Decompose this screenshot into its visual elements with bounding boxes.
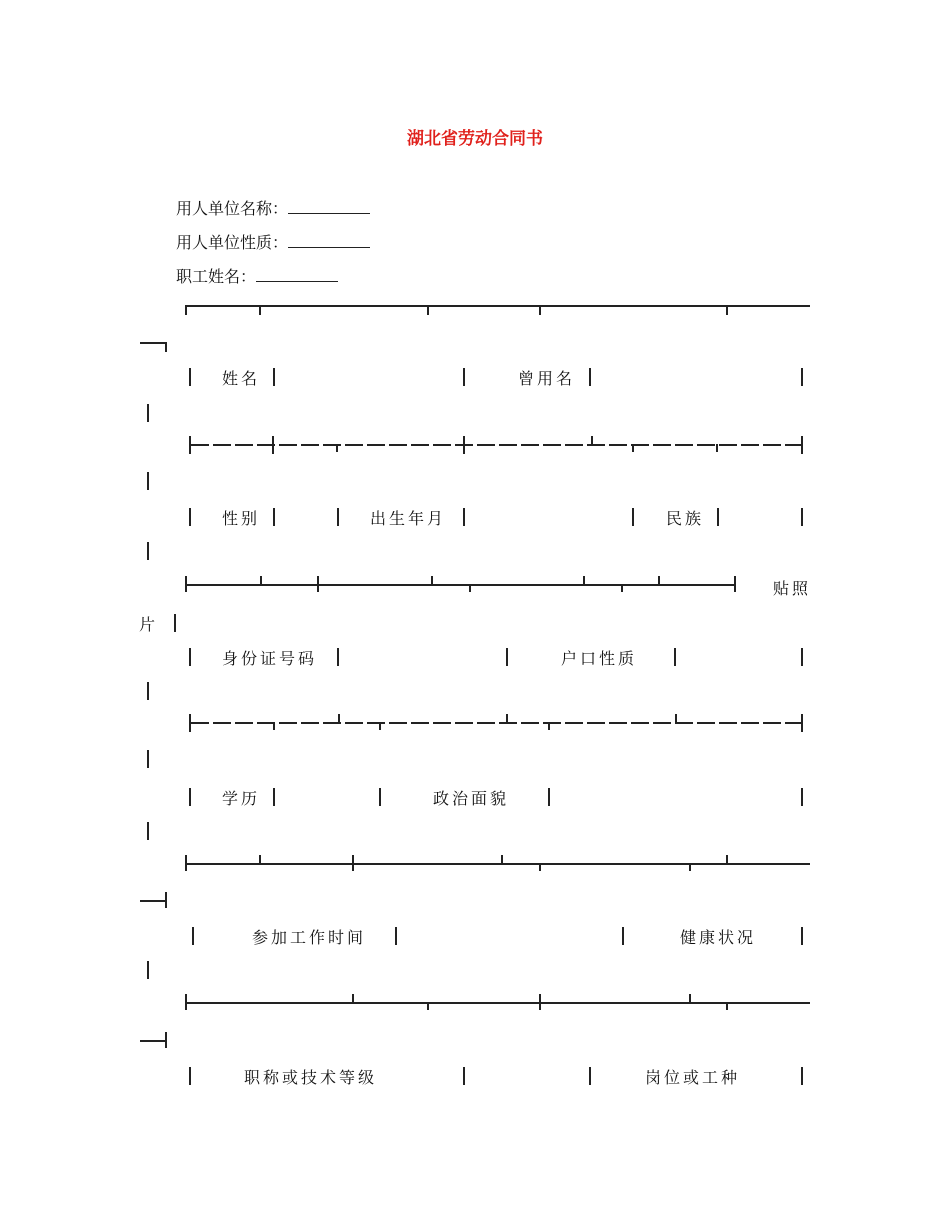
- table-bar: [379, 788, 381, 806]
- employer-type-label: 用人单位性质：: [176, 233, 289, 252]
- photo-label: 贴照: [773, 579, 812, 598]
- table-bar: [337, 508, 339, 526]
- cell-work-start: 参加工作时间: [252, 928, 367, 947]
- table-bar: [506, 648, 508, 666]
- table-bar: [189, 1067, 191, 1085]
- table-bar: [463, 368, 465, 386]
- table-tick: [675, 714, 677, 722]
- employer-type-field: [176, 230, 370, 253]
- table-bar: [801, 788, 803, 806]
- table-tick: [338, 714, 340, 722]
- table-row-3: [0, 646, 950, 674]
- cell-position: 岗位或工种: [645, 1068, 741, 1087]
- table-rule: [185, 863, 810, 865]
- table-bar: [395, 927, 397, 945]
- table-tick: [548, 722, 550, 730]
- photo-label-row-2: [0, 612, 950, 640]
- cell-birth-date: 出生年月: [370, 509, 447, 528]
- table-row-2: [0, 506, 950, 534]
- table-tick: [272, 436, 274, 454]
- table-bar: [189, 648, 191, 666]
- table-bar: [589, 1067, 591, 1085]
- table-row-5: [0, 925, 950, 953]
- table-bar: [801, 927, 803, 945]
- table-bar: [801, 368, 803, 386]
- table-tick: [185, 305, 187, 315]
- photo-label-row: [0, 576, 950, 604]
- table-bar: [463, 508, 465, 526]
- table-bar: [337, 648, 339, 666]
- table-tick: [539, 305, 541, 315]
- employee-name-blank[interactable]: [256, 267, 338, 282]
- document-title: 湖北省劳动合同书: [407, 129, 543, 149]
- table-tick: [165, 892, 167, 908]
- employer-name-blank[interactable]: [288, 199, 370, 214]
- table-bar: [801, 436, 803, 454]
- employer-name-field: [176, 196, 370, 219]
- table-tick: [336, 444, 338, 452]
- table-bar: [632, 508, 634, 526]
- table-tick: [539, 863, 541, 871]
- table-bar: [192, 927, 194, 945]
- cell-political-status: 政治面貌: [433, 789, 510, 808]
- photo-label-2: 片: [139, 615, 159, 634]
- table-bar: [147, 472, 149, 490]
- table-bar: [801, 508, 803, 526]
- table-tick: [352, 994, 354, 1002]
- cell-education: 学历: [222, 789, 261, 808]
- table-bar: [589, 368, 591, 386]
- table-rule: [140, 900, 166, 902]
- cell-former-name: 曾用名: [518, 369, 576, 388]
- cell-name: 姓名: [222, 369, 261, 388]
- cell-ethnicity: 民族: [666, 509, 705, 528]
- table-bar: [189, 508, 191, 526]
- table-bar: [717, 508, 719, 526]
- table-tick: [259, 855, 261, 863]
- table-rule: [140, 1040, 166, 1042]
- employee-name-field: [176, 264, 338, 287]
- table-bar: [801, 648, 803, 666]
- table-bar: [189, 368, 191, 386]
- table-bar: [147, 682, 149, 700]
- table-bar: [674, 648, 676, 666]
- table-bar: [273, 788, 275, 806]
- table-bar: [174, 614, 176, 632]
- table-tick: [726, 305, 728, 315]
- table-rule: [191, 444, 801, 446]
- table-tick: [427, 305, 429, 315]
- cell-gender: 性别: [222, 509, 261, 528]
- table-tick: [716, 444, 718, 452]
- cell-title-level: 职称或技术等级: [244, 1068, 378, 1087]
- table-bar: [463, 1067, 465, 1085]
- table-tick: [726, 1002, 728, 1010]
- table-rule: [140, 342, 166, 344]
- table-tick: [632, 444, 634, 452]
- table-bar: [548, 788, 550, 806]
- table-bar: [147, 542, 149, 560]
- table-rule: [185, 1002, 810, 1004]
- table-tick: [689, 994, 691, 1002]
- employer-type-blank[interactable]: [288, 233, 370, 248]
- table-tick: [165, 342, 167, 352]
- table-row-6: [0, 1065, 950, 1093]
- table-row-4: [0, 786, 950, 814]
- table-bar: [147, 750, 149, 768]
- table-tick: [185, 994, 187, 1010]
- table-tick: [463, 436, 465, 454]
- cell-health: 健康状况: [680, 928, 757, 947]
- table-tick: [726, 855, 728, 863]
- table-tick: [185, 855, 187, 871]
- table-bar: [147, 404, 149, 422]
- table-tick: [591, 436, 593, 444]
- table-bar: [801, 714, 803, 732]
- table-tick: [259, 305, 261, 315]
- table-bar: [147, 961, 149, 979]
- employer-name-label: 用人单位名称：: [176, 199, 289, 218]
- table-tick: [501, 855, 503, 863]
- table-bar: [147, 822, 149, 840]
- table-bar: [622, 927, 624, 945]
- table-tick: [379, 722, 381, 730]
- table-row-1: [0, 366, 950, 394]
- table-tick: [352, 855, 354, 871]
- table-bar: [801, 1067, 803, 1085]
- table-bar: [189, 788, 191, 806]
- table-tick: [506, 714, 508, 722]
- table-tick: [689, 863, 691, 871]
- table-tick: [165, 1032, 167, 1048]
- cell-hukou-type: 户口性质: [561, 649, 638, 668]
- table-rule: [185, 305, 810, 307]
- cell-id-number: 身份证号码: [222, 649, 318, 668]
- employee-name-label: 职工姓名：: [176, 267, 257, 286]
- table-tick: [427, 1002, 429, 1010]
- table-rule: [191, 722, 801, 724]
- table-tick: [539, 994, 541, 1010]
- table-bar: [273, 508, 275, 526]
- table-bar: [273, 368, 275, 386]
- table-tick: [273, 722, 275, 730]
